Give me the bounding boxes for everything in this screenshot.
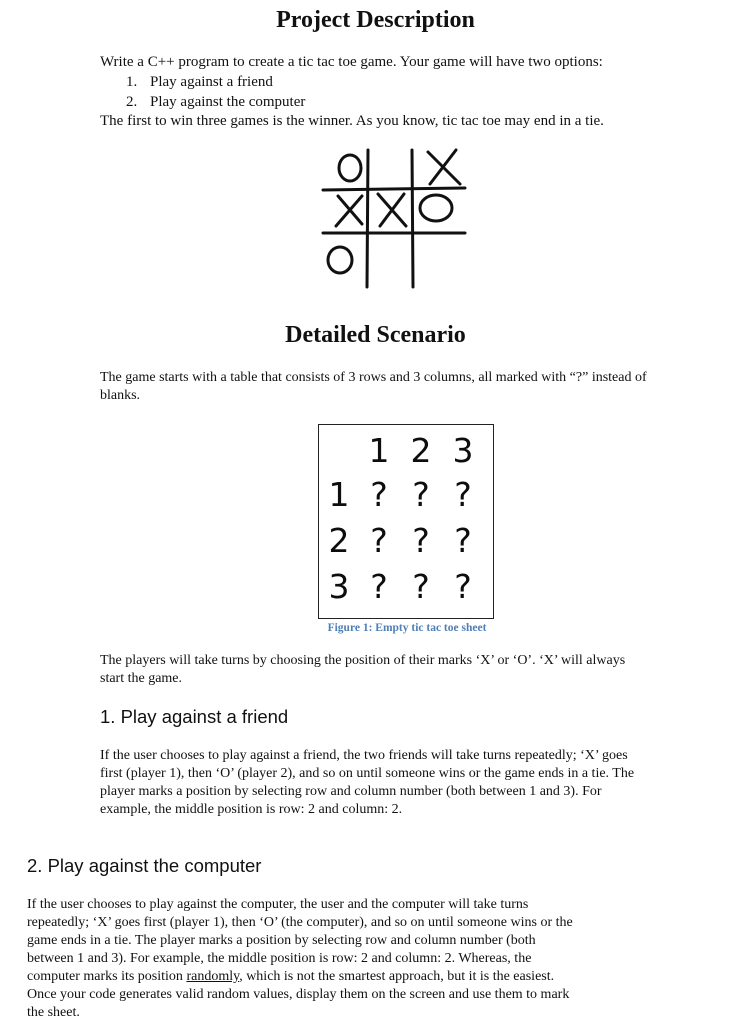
- text-run: computer marks its position: [27, 969, 187, 984]
- sheet-cell: ?: [454, 567, 472, 606]
- computer-line: Once your code generates valid random values, display them on the screen and use them to mark: [27, 987, 570, 1002]
- sheet-cell: ?: [412, 475, 430, 514]
- empty-sheet-figure: [318, 424, 494, 619]
- sheet-cell: ?: [370, 475, 388, 514]
- friend-heading: 1. Play against a friend: [100, 706, 289, 727]
- sheet-cell: ?: [454, 475, 472, 514]
- computer-line: between 1 and 3). For example, the middle position is row: 2 and column: 2. Whereas, the: [27, 951, 532, 966]
- friend-line: example, the middle position is row: 2 and column: 2.: [100, 802, 403, 817]
- column-header: 2: [410, 431, 432, 470]
- friend-line: If the user chooses to play against a friend, the two friends will take turns repeatedly; ‘X’ goes: [100, 748, 628, 763]
- closing-paragraph: The first to win three games is the winner. As you know, tic tac toe may end in a tie.: [100, 113, 604, 129]
- option-number: 1.: [126, 74, 138, 90]
- grid-line: [412, 150, 413, 287]
- text-run: , which is not the smartest approach, but it is the easiest.: [239, 969, 555, 984]
- friend-line: player marks a position by selecting row and column number (both between 1 and 3). For: [100, 784, 602, 799]
- figure-caption: Figure 1: Empty tic tac toe sheet: [327, 622, 487, 634]
- sheet-cell: ?: [454, 521, 472, 560]
- scenario-intro-line: The game starts with a table that consists of 3 rows and 3 columns, all marked with “?” instead of: [100, 370, 647, 385]
- page-title: Project Description: [276, 7, 475, 33]
- row-header: 3: [328, 567, 350, 606]
- scenario-intro-line: blanks.: [100, 388, 141, 403]
- option-label: Play against a friend: [150, 74, 273, 90]
- option-item-friend: [126, 73, 273, 92]
- o-mark: [420, 195, 452, 221]
- computer-line: game ends in a tie. The player marks a position by selecting row and column number (both: [27, 933, 536, 948]
- sheet-cell: ?: [412, 567, 430, 606]
- tic-tac-toe-illustration: [320, 144, 470, 290]
- randomly-underlined: randomly: [186, 969, 240, 984]
- column-header: 1: [368, 431, 390, 470]
- computer-line: repeatedly; ‘X’ goes first (player 1), then ‘O’ (the computer), and so on until someone wins or the: [27, 915, 573, 930]
- o-mark: [339, 155, 361, 181]
- sheet-cell: ?: [370, 567, 388, 606]
- column-header: 3: [452, 431, 474, 470]
- turns-line: The players will take turns by choosing the position of their marks ‘X’ or ‘O’. ‘X’ will always: [100, 653, 626, 668]
- intro-paragraph: Write a C++ program to create a tic tac toe game. Your game will have two options:: [100, 54, 603, 70]
- row-header: 2: [328, 521, 350, 560]
- o-mark: [328, 247, 352, 273]
- computer-heading: 2. Play against the computer: [27, 855, 262, 876]
- x-mark: [430, 150, 456, 184]
- turns-line: start the game.: [100, 671, 183, 686]
- friend-line: first (player 1), then ‘O’ (player 2), and so on until someone wins or the game ends in a tie. The: [100, 766, 635, 781]
- computer-line: the sheet.: [27, 1005, 80, 1020]
- computer-line: [27, 968, 554, 986]
- computer-line: If the user chooses to play against the computer, the user and the computer will take turns: [27, 897, 529, 912]
- sheet-cell: ?: [370, 521, 388, 560]
- option-item-computer: [126, 93, 305, 112]
- section-title: Detailed Scenario: [285, 322, 466, 348]
- grid-line: [323, 188, 465, 190]
- sheet-cell: ?: [412, 521, 430, 560]
- row-header: 1: [328, 475, 350, 514]
- grid-line: [367, 150, 368, 287]
- option-label: Play against the computer: [150, 94, 306, 110]
- option-number: 2.: [126, 94, 138, 110]
